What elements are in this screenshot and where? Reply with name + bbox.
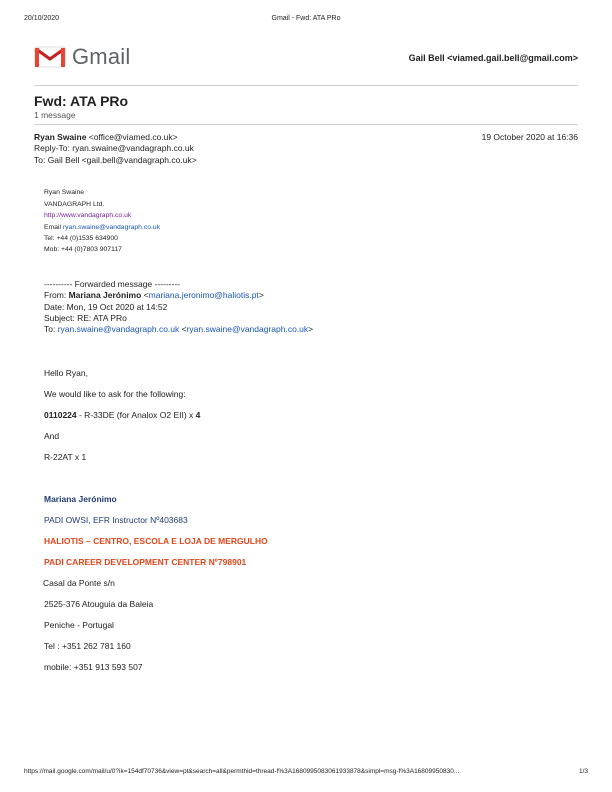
item-1-code: 0110224 xyxy=(44,410,77,420)
reply-to: Reply-To: ryan.swaine@vandagraph.co.uk xyxy=(34,143,194,153)
thread-subject: Fwd: ATA PRo xyxy=(34,93,129,109)
subject-divider xyxy=(34,124,578,125)
sig-name: Ryan Swaine xyxy=(44,189,85,196)
print-date: 20/10/2020 xyxy=(24,15,60,22)
sig-company: VANDAGRAPH Ltd. xyxy=(44,201,105,208)
sender-sig-company: HALIOTIS – CENTRO, ESCOLA E LOJA DE MERGULHO xyxy=(44,536,268,546)
body-item-2: R-22AT x 1 xyxy=(44,452,87,462)
print-title: Gmail - Fwd: ATA PRo xyxy=(271,15,341,22)
sender-name: Ryan Swaine xyxy=(34,132,87,142)
sig-tel: Tel: +44 (0)1535 634900 xyxy=(44,235,118,242)
forward-from-label: From: xyxy=(44,290,69,300)
footer-url: https://mail.google.com/mail/u/0?ik=154df70736&view=pt&search=all&permthid=thread-f%3A1680995083061933878&simpl=msg-f%3A16809950830... xyxy=(24,768,460,775)
sender-sig-address-3: Peniche - Portugal xyxy=(44,620,114,630)
forward-from xyxy=(44,290,264,300)
sender-sig-padi: PADI CAREER DEVELOPMENT CENTER Nº798901 xyxy=(44,557,247,567)
forward-from-open: < xyxy=(141,290,149,300)
forward-sender-name: Mariana Jerónimo xyxy=(68,290,142,300)
forward-separator: ---------- Forwarded message --------- xyxy=(44,279,180,289)
gmail-logo[interactable] xyxy=(34,44,130,70)
sender-sig-name: Mariana Jerónimo xyxy=(44,494,117,504)
sender-sig-address-1: Casal da Ponte s/n xyxy=(43,578,115,588)
item-1-desc: - R-33DE (for Analox O2 EII) x xyxy=(76,410,196,420)
message-from xyxy=(34,132,178,142)
forward-to-label: To: xyxy=(44,324,58,334)
forward-to-link-a[interactable]: ryan.swaine@vandagraph.co.uk xyxy=(57,324,180,334)
header-divider xyxy=(34,85,578,86)
sender-sig-address-2: 2525-376 Atouguia da Baleia xyxy=(44,599,154,609)
forward-to-close: > xyxy=(308,324,314,334)
item-1-qty: 4 xyxy=(195,410,201,420)
forward-subject: Subject: RE: ATA PRo xyxy=(44,313,127,323)
sig-email-label: Email xyxy=(44,224,63,231)
gmail-envelope-icon xyxy=(34,45,66,69)
sender-email: <office@viamed.co.uk> xyxy=(86,132,178,142)
forward-to xyxy=(44,324,313,334)
sig-mob: Mob: +44 (0)7803 907117 xyxy=(44,246,122,253)
sender-sig-role: PADI OWSI, EFR Instructor Nº403683 xyxy=(44,515,188,525)
body-item-1 xyxy=(44,410,200,420)
account-label: Gail Bell <viamed.gail.bell@gmail.com> xyxy=(408,53,578,63)
forward-from-close: > xyxy=(258,290,264,300)
body-and: And xyxy=(44,431,60,441)
sig-website-link[interactable]: http://www.vandagraph.co.uk xyxy=(44,212,132,219)
recipient: To: Gail Bell <gail.bell@vandagraph.co.uk> xyxy=(34,155,197,165)
sender-sig-mobile: mobile: +351 913 593 507 xyxy=(44,662,143,672)
gmail-wordmark: Gmail xyxy=(72,44,131,69)
sig-email-link[interactable]: ryan.swaine@vandagraph.co.uk xyxy=(62,224,161,231)
body-intro: We would like to ask for the following: xyxy=(44,389,186,399)
forward-sender-email-link[interactable]: mariana.jeronimo@haliotis.pt xyxy=(148,290,259,300)
sig-email xyxy=(44,224,160,231)
forward-to-link-b[interactable]: ryan.swaine@vandagraph.co.uk xyxy=(186,324,309,334)
forward-to-open: < xyxy=(179,324,187,334)
forward-date: Date: Mon, 19 Oct 2020 at 14:52 xyxy=(44,302,168,312)
message-date: 19 October 2020 at 16:36 xyxy=(481,132,578,142)
footer-page: 1/3 xyxy=(578,768,588,775)
body-greeting: Hello Ryan, xyxy=(44,368,88,378)
sender-sig-tel: Tel : +351 262 781 160 xyxy=(44,641,131,651)
message-count: 1 message xyxy=(34,110,76,120)
